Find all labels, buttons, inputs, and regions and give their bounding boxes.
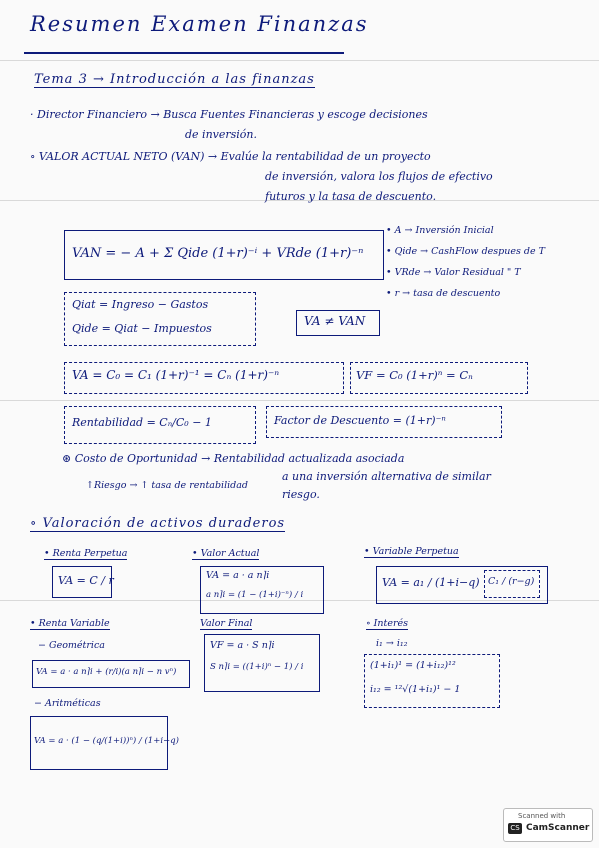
label-aritmeticas: − Aritméticas	[34, 698, 101, 709]
label-renta-perpetua: • Renta Perpetua	[44, 548, 128, 559]
vp-alt-formula: C₁ / (r−g)	[488, 576, 535, 587]
label-variable-perpetua: • Variable Perpetua	[364, 546, 459, 557]
riesgo-note: ↑Riesgo → ↑ tasa de rentabilidad	[86, 480, 248, 491]
section-heading-valoracion: ∘ Valoración de activos duraderos	[30, 516, 286, 531]
arit-formula: VA = a · (1 − (q/(1+i))ⁿ) / (1+i−q)	[34, 736, 179, 746]
va-formula-2: a n⌉i = (1 − (1+i)⁻ⁿ) / i	[206, 590, 304, 600]
vf-formula: VF = C₀ (1+r)ⁿ = Cₙ	[356, 368, 473, 382]
qiat-formula: Qiat = Ingreso − Gastos	[72, 298, 209, 311]
geo-formula: VA = a · a n⌉i + (r/i)(a n⌉i − n vⁿ)	[36, 667, 177, 677]
label-valor-final: Valor Final	[200, 618, 253, 629]
vf-formula-2: S n⌉i = ((1+i)ⁿ − 1) / i	[210, 662, 304, 672]
label-interes: ∘ Interés	[366, 618, 409, 629]
text-van-line2: de inversión, valora los flujos de efectivo	[265, 170, 493, 183]
legend-r: • r → tasa de descuento	[386, 288, 501, 299]
camscanner-logo-icon: CS	[508, 823, 522, 834]
interes-relation: i₁ → i₁₂	[376, 638, 408, 649]
text-van-line3: futuros y la tasa de descuento.	[265, 190, 437, 203]
costo-line3: riesgo.	[282, 488, 320, 501]
van-formula: VAN = − A + Σ Qide (1+r)⁻ⁱ + VRde (1+r)⁻ⁿ	[72, 246, 364, 261]
va-formula: VA = C₀ = C₁ (1+r)⁻¹ = Cₙ (1+r)⁻ⁿ	[72, 368, 280, 382]
vp-formula: VA = a₁ / (1+i−q)	[382, 576, 480, 589]
text-director-line1: · Director Financiero → Busca Fuentes Financieras y escoge decisiones	[30, 108, 428, 121]
legend-qide: • Qide → CashFlow despues de T	[386, 246, 545, 257]
qide-formula: Qide = Qiat − Impuestos	[72, 322, 212, 335]
costo-line1: ⊛ Costo de Oportunidad → Rentabilidad actualizada asociada	[62, 452, 405, 465]
label-renta-variable: • Renta Variable	[30, 618, 110, 629]
vf-formula-1: VF = a · S n⌉i	[210, 640, 275, 651]
rp-formula: VA = C / r	[58, 574, 114, 587]
costo-line2: a una inversión alternativa de similar	[282, 470, 491, 483]
label-geometrica: − Geométrica	[38, 640, 105, 651]
text-director-line2: de inversión.	[185, 128, 257, 141]
label-valor-actual: • Valor Actual	[192, 548, 260, 559]
legend-a: • A → Inversión Inicial	[386, 225, 494, 236]
section-heading-tema3: Tema 3 → Introducción a las finanzas	[34, 72, 315, 87]
interes-formula-2: i₁₂ = ¹²√(1+i₁)¹ − 1	[370, 684, 461, 695]
va-formula-1: VA = a · a n⌉i	[206, 570, 270, 581]
badge-camscanner: CamScanner	[526, 823, 590, 833]
camscanner-badge	[503, 808, 593, 842]
va-neq-van: VA ≠ VAN	[304, 314, 366, 328]
page-title: Resumen Examen Finanzas	[30, 12, 369, 36]
badge-scanned-with: Scanned with	[518, 812, 566, 820]
legend-vrde: • VRde → Valor Residual " T	[386, 267, 521, 278]
rentabilidad-formula: Rentabilidad = Cₙ/C₀ − 1	[72, 416, 212, 429]
factor-formula: Factor de Descuento = (1+r)⁻ⁿ	[274, 414, 446, 427]
text-van-line1: ∘ VALOR ACTUAL NETO (VAN) → Evalúe la rentabilidad de un proyecto	[30, 150, 431, 163]
interes-formula-1: (1+i₁)¹ = (1+i₁₂)¹²	[370, 660, 456, 671]
